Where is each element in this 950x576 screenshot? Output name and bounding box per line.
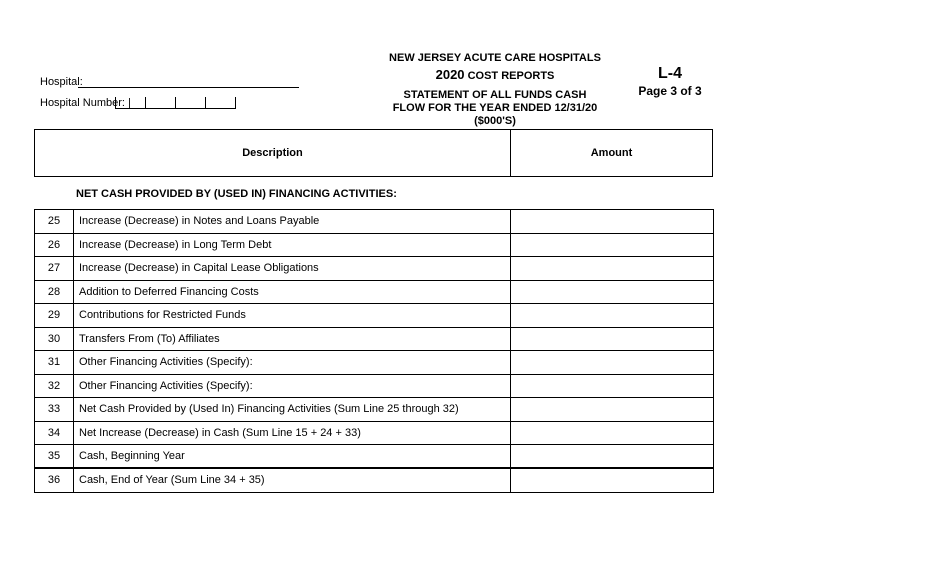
line-number: 32: [35, 375, 74, 398]
amount-cell[interactable]: [511, 257, 713, 280]
line-number: 28: [35, 281, 74, 304]
amount-column-header: Amount: [590, 147, 633, 159]
amount-cell[interactable]: [511, 375, 713, 398]
line-number: 25: [35, 210, 74, 233]
description-column-header: Description: [35, 130, 511, 176]
line-description: Cash, End of Year (Sum Line 34 + 35): [74, 469, 511, 493]
line-number: 31: [35, 351, 74, 374]
table-row: [35, 351, 713, 375]
line-description: Other Financing Activities (Specify):: [74, 351, 511, 374]
hospital-label: Hospital:: [40, 76, 83, 88]
line-number: 30: [35, 328, 74, 351]
table-row: [35, 328, 713, 352]
form-number: L-4: [658, 65, 682, 82]
table-row: [35, 469, 713, 493]
hospital-number-box[interactable]: [205, 97, 236, 108]
table-row: [35, 210, 713, 234]
table-row: [35, 422, 713, 446]
financing-activities-table: [34, 209, 714, 493]
statement-title-line2: FLOW FOR THE YEAR ENDED 12/31/20: [392, 102, 598, 114]
hospital-number-label: Hospital Number: |: [40, 97, 131, 109]
hospital-number-field[interactable]: [115, 97, 236, 109]
amount-cell[interactable]: [511, 351, 713, 374]
line-number: 35: [35, 445, 74, 467]
report-title-line2-rest: COST REPORTS: [467, 70, 555, 82]
line-description: Net Increase (Decrease) in Cash (Sum Line 15 + 24 + 33): [74, 422, 511, 445]
table-row: [35, 234, 713, 258]
amount-cell[interactable]: [511, 328, 713, 351]
statement-title: [370, 89, 620, 128]
line-description: Other Financing Activities (Specify):: [74, 375, 511, 398]
report-title-line1: NEW JERSEY ACUTE CARE HOSPITALS: [389, 52, 601, 64]
line-number: 34: [35, 422, 74, 445]
amount-cell[interactable]: [511, 304, 713, 327]
amount-cell[interactable]: [511, 234, 713, 257]
hospital-number-box[interactable]: [145, 97, 175, 108]
table-row: [35, 398, 713, 422]
statement-title-line1: STATEMENT OF ALL FUNDS CASH: [403, 89, 587, 101]
hospital-name-field[interactable]: [78, 87, 299, 88]
line-description: Cash, Beginning Year: [74, 445, 511, 467]
amount-cell[interactable]: [511, 469, 713, 493]
table-row: [35, 257, 713, 281]
line-description: Contributions for Restricted Funds: [74, 304, 511, 327]
column-header-table: [34, 129, 713, 177]
amount-cell[interactable]: [511, 281, 713, 304]
line-number: 33: [35, 398, 74, 421]
table-row: [35, 375, 713, 399]
line-number: 27: [35, 257, 74, 280]
amount-cell[interactable]: [511, 210, 713, 233]
statement-units: ($000'S): [474, 115, 516, 127]
amount-cell[interactable]: [511, 398, 713, 421]
hospital-number-box[interactable]: [115, 97, 145, 108]
line-number: 29: [35, 304, 74, 327]
report-year: 2020: [435, 67, 465, 82]
table-row: [35, 304, 713, 328]
hospital-number-box[interactable]: [175, 97, 205, 108]
section-heading: NET CASH PROVIDED BY (USED IN) FINANCING ACTIVITIES:: [76, 188, 397, 200]
line-description: Net Cash Provided by (Used In) Financing Activities (Sum Line 25 through 32): [74, 398, 511, 421]
line-description: Increase (Decrease) in Capital Lease Obligations: [74, 257, 511, 280]
amount-cell[interactable]: [511, 422, 713, 445]
line-description: Addition to Deferred Financing Costs: [74, 281, 511, 304]
table-row: [35, 281, 713, 305]
line-description: Transfers From (To) Affiliates: [74, 328, 511, 351]
line-description: Increase (Decrease) in Long Term Debt: [74, 234, 511, 257]
table-row: [35, 445, 713, 469]
page-number: Page 3 of 3: [638, 84, 702, 98]
line-number: 36: [35, 469, 74, 493]
report-title-line2: [370, 67, 620, 82]
line-description: Increase (Decrease) in Notes and Loans Payable: [74, 210, 511, 233]
amount-cell[interactable]: [511, 445, 713, 467]
line-number: 26: [35, 234, 74, 257]
